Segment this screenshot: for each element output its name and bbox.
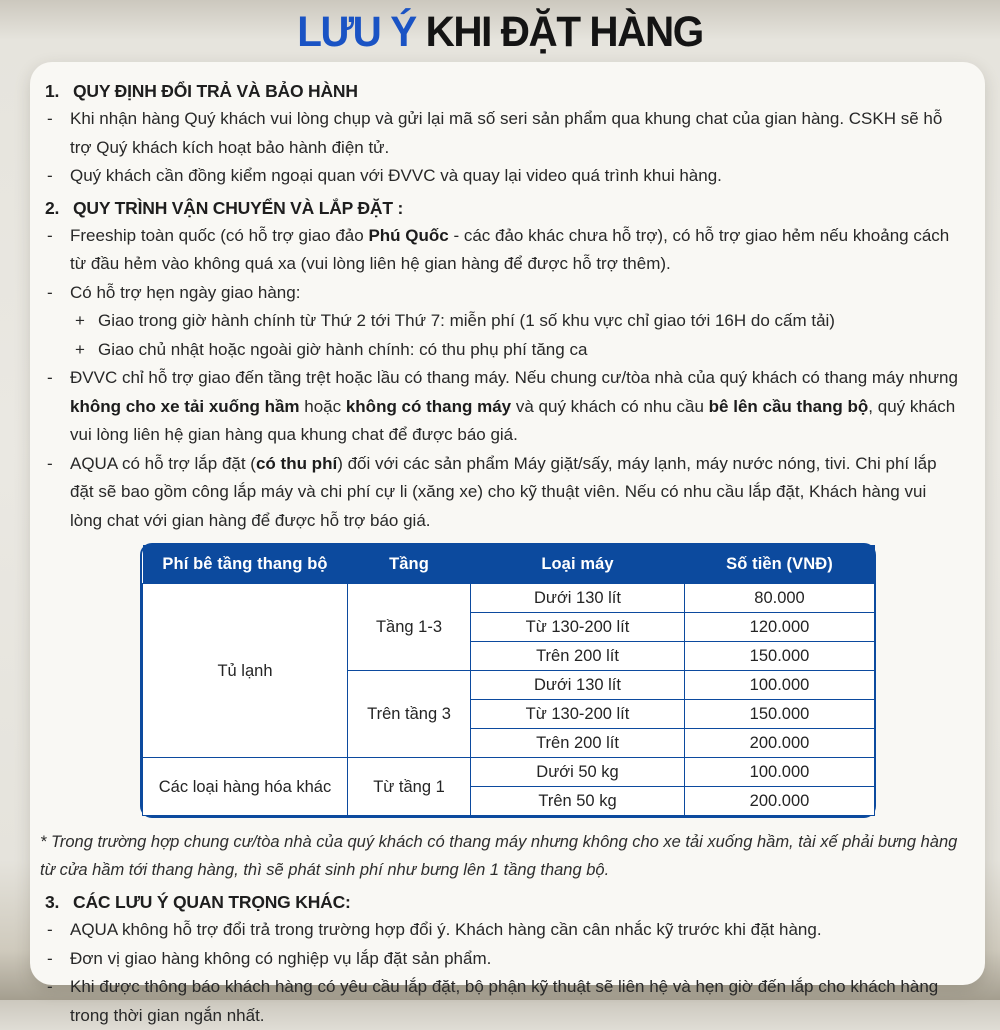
table-header-row: [143, 545, 875, 584]
bullet-marker: -: [47, 453, 53, 473]
bullet-marker: -: [47, 977, 53, 996]
table-cell: Trên 200 lít: [471, 642, 685, 671]
table-cell: 100.000: [685, 671, 875, 700]
table-cell: Từ tầng 1: [348, 758, 471, 816]
list-item: [40, 945, 959, 974]
bold-text: Phú Quốc: [368, 225, 449, 245]
plain-text: Khi nhận hàng Quý khách vui lòng chụp và gửi lại mã số seri sản phẩm qua khung chat của gian hàng. CSKH sẽ hỗ trợ Quý khách kích hoạt bảo hành điện tử.: [70, 109, 943, 157]
table-cell: 100.000: [685, 758, 875, 787]
table-cell: Dưới 130 lít: [471, 671, 685, 700]
section-number: 1.: [45, 81, 60, 101]
section-heading-text: QUY ĐỊNH ĐỔI TRẢ VÀ BẢO HÀNH: [73, 81, 358, 101]
list-item: [40, 279, 959, 308]
item-text: [70, 162, 959, 191]
table-cell: Trên 50 kg: [471, 787, 685, 816]
stair-fee-table-wrap: [140, 543, 876, 818]
table-cell: Các loại hàng hóa khác: [143, 758, 348, 816]
list-item: [68, 336, 959, 365]
page-title-highlight: LƯU Ý: [297, 8, 416, 56]
plain-text: hoặc: [299, 396, 346, 416]
plain-text: Giao chủ nhật hoặc ngoài giờ hành chính: có thu phụ phí tăng ca: [98, 339, 588, 359]
table-header-cell: Tầng: [348, 545, 471, 584]
section-return-warranty: [40, 77, 959, 191]
item-text: [70, 222, 959, 279]
plain-text: Khi được thông báo khách hàng có yêu cầu lắp đặt, bộ phận kỹ thuật sẽ liên hệ và hẹn giờ đến lắp cho khách hàng trong thời gian ngắn nhất.: [70, 977, 939, 1025]
list-item: [68, 307, 959, 336]
table-cell: Dưới 50 kg: [471, 758, 685, 787]
table-row: [143, 584, 875, 613]
bold-text: không có thang máy: [345, 396, 512, 416]
bold-text: không cho xe tải xuống hầm: [70, 396, 300, 416]
page-title-rest: KHI ĐẶT HÀNG: [415, 8, 703, 56]
section-shipping-installation: [40, 194, 959, 536]
plain-text: ) đối với các sản phẩm Máy giặt/sấy, máy lạnh, máy nước nóng, tivi. Chi phí lắp đặt sẽ bao gồm công lắp máy và chi phí cự li (xăng xe) cho kỹ thuật viên. Nếu có nhu cầu lắp đặt, Khách hàng vui lòng chat với gian hàng để được hỗ trợ báo giá.: [70, 453, 937, 530]
item-text: [70, 916, 959, 945]
table-cell: Trên 200 lít: [471, 729, 685, 758]
plain-text: và quý khách có nhu cầu: [511, 396, 709, 416]
notes-card: [30, 62, 985, 1025]
table-cell: Tầng 1-3: [348, 584, 471, 671]
section-number: 3.: [45, 892, 60, 912]
bullet-marker: -: [47, 920, 53, 939]
list-item: [40, 916, 959, 945]
item-text: [70, 105, 959, 162]
section-heading: [40, 194, 959, 222]
table-cell: 150.000: [685, 642, 875, 671]
table-cell: 80.000: [685, 584, 875, 613]
table-cell: 120.000: [685, 613, 875, 642]
bullet-marker: -: [47, 225, 53, 245]
table-cell: 200.000: [685, 787, 875, 816]
list-item: [40, 162, 959, 191]
section-other-notes: [40, 888, 959, 1030]
bold-text: có thu phí: [255, 453, 338, 473]
bullet-marker: -: [47, 166, 53, 185]
plain-text: Có hỗ trợ hẹn ngày giao hàng:: [70, 282, 301, 302]
table-cell: Từ 130-200 lít: [471, 613, 685, 642]
table-cell: 150.000: [685, 700, 875, 729]
bullet-marker: -: [47, 109, 53, 128]
table-cell: 200.000: [685, 729, 875, 758]
table-cell: Dưới 130 lít: [471, 584, 685, 613]
list-item: [40, 105, 959, 162]
bold-text: bê lên cầu thang bộ: [708, 396, 869, 416]
table-cell: Tủ lạnh: [143, 584, 348, 758]
list-item: [40, 973, 959, 1030]
stair-fee-table: [142, 545, 875, 816]
bullet-marker: +: [75, 339, 85, 359]
bullet-marker: -: [47, 368, 53, 387]
table-row: [143, 758, 875, 787]
plain-text: AQUA không hỗ trợ đổi trả trong trường hợp đổi ý. Khách hàng cần cân nhắc kỹ trước khi đặt hàng.: [70, 920, 822, 939]
bullet-marker: -: [47, 282, 53, 302]
bullet-marker: +: [75, 311, 85, 330]
table-header-cell: Số tiền (VNĐ): [685, 545, 875, 584]
list-item: [40, 222, 959, 279]
section-heading: [40, 888, 959, 916]
page-title: [30, 0, 970, 57]
section-heading-text: CÁC LƯU Ý QUAN TRỌNG KHÁC:: [73, 892, 351, 912]
plain-text: ĐVVC chỉ hỗ trợ giao đến tầng trệt hoặc lầu có thang máy. Nếu chung cư/tòa nhà của quý khách có thang máy nhưng: [70, 368, 958, 387]
item-text: [70, 364, 959, 450]
section-heading-text: QUY TRÌNH VẬN CHUYỂN VÀ LẮP ĐẶT :: [73, 197, 404, 218]
item-text: [70, 279, 959, 308]
plain-text: , quý khách vui lòng liên hệ gian hàng qua khung chat để được báo giá.: [70, 396, 956, 444]
plain-text: - các đảo khác chưa hỗ trợ), có hỗ trợ giao hẻm nếu khoảng cách từ đầu hẻm vào không quá xa (vui lòng liên hệ gian hàng để được hỗ trợ thêm).: [70, 225, 950, 273]
list-item: [40, 450, 959, 536]
table-header-cell: Loại máy: [471, 545, 685, 584]
plain-text: Freeship toàn quốc (có hỗ trợ giao đảo: [70, 225, 369, 245]
item-text: [70, 945, 959, 974]
item-text: [70, 973, 959, 1030]
plain-text: Giao trong giờ hành chính từ Thứ 2 tới Thứ 7: miễn phí (1 số khu vực chỉ giao tới 16H do cấm tải): [98, 311, 835, 330]
item-text: [98, 336, 959, 365]
plain-text: Quý khách cần đồng kiểm ngoại quan với ĐVVC và quay lại video quá trình khui hàng.: [70, 166, 722, 185]
footnote: * Trong trường hợp chung cư/tòa nhà của quý khách có thang máy nhưng không cho xe tải xuống hầm, tài xế phải bưng hàng từ cửa hầm tới thang hàng, thì sẽ phát sinh phí như bưng lên 1 tầng thang bộ.: [40, 833, 958, 879]
plain-text: Đơn vị giao hàng không có nghiệp vụ lắp đặt sản phẩm.: [70, 948, 492, 968]
table-cell: Từ 130-200 lít: [471, 700, 685, 729]
table-cell: Trên tầng 3: [348, 671, 471, 758]
section-heading: [40, 77, 959, 105]
plain-text: AQUA có hỗ trợ lắp đặt (: [70, 453, 256, 473]
table-header-cell: Phí bê tầng thang bộ: [143, 545, 348, 584]
list-item: [40, 364, 959, 450]
bullet-marker: -: [47, 948, 53, 968]
item-text: [98, 307, 959, 336]
item-text: [70, 450, 959, 536]
section-number: 2.: [45, 197, 60, 218]
